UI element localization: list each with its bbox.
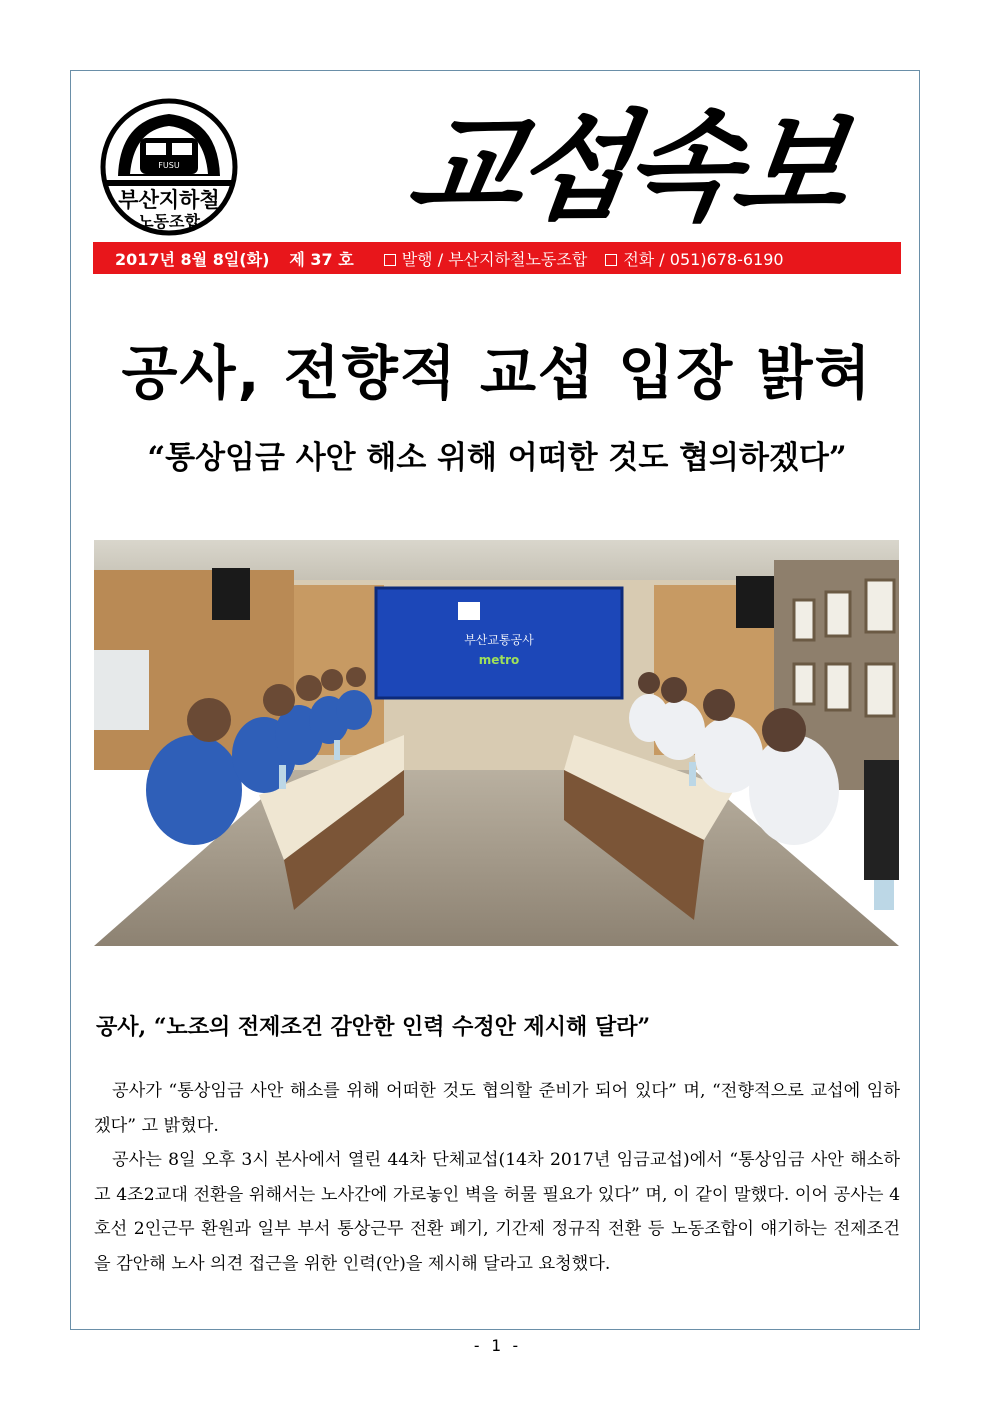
- headline: 공사, 전향적 교섭 입장 밝혀: [121, 339, 873, 407]
- logo-text-line1: 부산지하철: [118, 188, 220, 212]
- paragraph: 공사가 “통상임금 사안 해소를 위해 어떠한 것도 협의할 준비가 되어 있다” 며, “전향적으로 교섭에 임하겠다” 고 밝혔다.: [94, 1081, 900, 1136]
- union-logo: [100, 98, 238, 236]
- masthead-title: 교섭속보: [400, 98, 852, 236]
- issue-number: 제 37 호: [289, 249, 354, 269]
- publisher-info: [384, 247, 588, 270]
- checkbox-icon: [605, 254, 617, 266]
- subheadline: “통상임금 사안 해소 위해 어떠한 것도 협의하겠다”: [147, 440, 847, 476]
- issue-date: 2017년 8월 8일(화): [115, 249, 270, 269]
- publisher-text: 발행 / 부산지하철노동조합: [401, 249, 588, 269]
- checkbox-icon: [384, 254, 396, 266]
- screen-text-line1: 부산교통공사: [464, 633, 534, 647]
- phone-text: 전화 / 051)678-6190: [623, 249, 784, 269]
- phone-info: [605, 247, 783, 270]
- page-number: - 1 -: [471, 1336, 521, 1355]
- logo-train-text: FUSU: [158, 161, 180, 170]
- paragraph: 공사는 8일 오후 3시 본사에서 열린 44차 단체교섭(14차 2017년 임금교섭)에서 “통상임금 사안 해소하고 4조2교대 전환을 위해서는 노사간에 가로놓인 벽을 허물 필요가 있다” 며, 이 같이 말했다. 이어 공사는 4호선 2인근무 환원과 일부 부서 통상근무 전환 폐기, 기간제 정규직 전환 등 노동조합이 얘기하는 전제조건을 감안해 노사 의견 접근을 위한 인력(안)을 제시해 달라고 요청했다.: [94, 1150, 900, 1274]
- article-body: [94, 1074, 900, 1281]
- logo-text-line2: 노동조합: [138, 212, 200, 231]
- screen-text-line2: metro: [478, 653, 520, 667]
- meeting-photo: [94, 540, 899, 946]
- section-title: 공사, “노조의 전제조건 감안한 인력 수정안 제시해 달라”: [96, 1014, 651, 1040]
- info-bar: [93, 242, 901, 274]
